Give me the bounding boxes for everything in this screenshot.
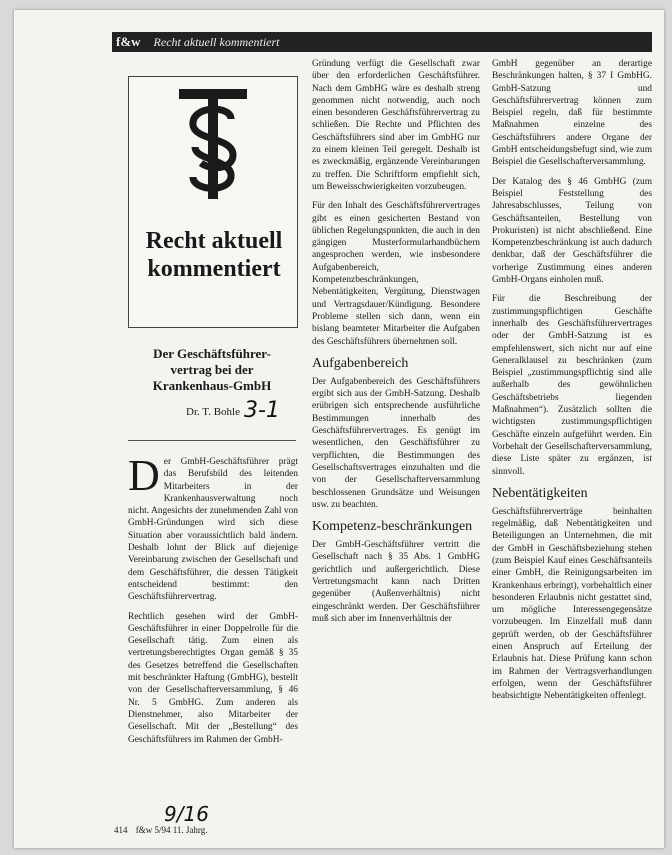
logo-line-2: kommentiert — [147, 256, 281, 282]
article-title: Der Geschäftsführer- vertrag bei der Krankenhaus-GmbH — [152, 346, 272, 393]
column-1: Der GmbH-Geschäftsführer prägt das Berufsbild des leitenden Mitarbeiters in der Krankenhausverwaltung noch nicht. Angesichts der zunehmenden Zahl von GmbH-Gründungen wird sich diese Situation aber voraussichtlich bald ändern. Deshalb lohnt der Blick auf diejenige Vereinbarung zwischen der Gesellschaft und dem Geschäftsführer, die dessen Tätigkeit entscheidend bestimmt: den Geschäftsführervertrag. Rechtlich gesehen wird der GmbH-Geschäftsführer in einer Doppelrolle für die Gesellschaft tätig. Zum einen als vertretungsberechtigtes Organ gemäß § 35 des Gesetzes betreffend die Gesellschaften mit beschränkter Haftung (GmbHG), bestellt von der Gesellschafterversammlung, § 46 Nr. 5 GmbHG. Zum anderen als Dienstnehmer, also Mitarbeiter der Gesellschaft. Mit der „Bestellung“ des Geschäftsführers im Rahmen der GmbH- — [128, 451, 298, 745]
article-author: Dr. T. Bohle — [186, 406, 240, 418]
heading-nebentaetigkeiten: Nebentätigkeiten — [492, 485, 588, 501]
heading-kompetenz: Kompetenz-beschränkungen — [312, 519, 473, 535]
page — [14, 10, 664, 848]
heading-aufgabenbereich: Aufgabenbereich — [312, 355, 409, 371]
handwritten-mark: 3-1 — [244, 398, 280, 423]
dropcap: D — [128, 451, 160, 500]
column-2: Gründung verfügt die Gesellschaft zwar über den erforderlichen Geschäftsführer. Nach dem GmbHG wäre es deshalb streng genommen nicht notwendig, auch noch einen besonderen Geschäftsführervertrag zu schließen. Die Rechte und Pflichten des Geschäftsführers sind aber im GmbHG nur zu einem kleinen Teil geregelt. Deshalb ist es zweckmäßig, ergänzende Vereinbarungen zu treffen. Die Schriftform empfiehlt sich, um Beweisschwierigkeiten vorzubeugen. Für den Inhalt des Geschäftsführervertrages gibt es einen gesicherten Bestand von üblichen Regelungspunkten, die auch in den gängigen Musterformularhandbüchern angesprochen werden, wie insbesondere Aufgabenbereich, Kompetenzbeschränkungen, Nebentätigkeiten, Vergütung, Dienstwagen und Vertragsdauer/Kündigung. Besondere Probleme stellen sich dann, wenn ein bislang beamteter Mitarbeiter die Aufgaben des Geschäftsführers übernehmen soll. Aufgabenbereich Der Aufgabenbereich des Geschäftsführers ergibt sich aus der GmbH-Satzung. Deshalb erübrigen sich entsprechende ausführliche Bestimmungen innerhalb des Geschäftsführervertrages. Es genügt im wesentlichen, den Geschäftsführer zu verpflichten, die Bestimmungen des Gesellschaftsvertrages einzuhalten und die von der Gesellschafterversammlung beschlossenen Grundsätze und Weisungen usw. zu beachten. Kompetenz-beschränkungen Der GmbH-Geschäftsführer vertritt die Gesellschaft nach § 35 Abs. 1 GmbHG gerichtlich und außergerichtlich. Diese Vertretungsmacht kann nach Dritten gegenüber (Außenverhältnis) nicht eingeschränkt werden. Der Geschäftsführer muß sich aber im Innenverhältnis der — [312, 59, 480, 624]
header-bar — [112, 32, 652, 52]
divider — [128, 440, 296, 441]
column-3: GmbH gegenüber an derartige Beschränkungen halten, § 37 I GmbHG. GmbH-Satzung und Geschäftsführervertrag können zum Beispiel regeln, daß für bestimmte Maßnahmen einzelne des Geschäftsführers andere Organe der GmbH entscheidungsbefugt sind, wie zum Beispiel die Gesellschafterversammlung. Der Katalog des § 46 GmbHG (zum Beispiel Feststellung des Jahresabschlusses, Teilung von Geschäftsanteilen, Bestellung von Prokuristen) ist nicht abschließend. Eine Kompetenzbeschränkung ist auch dadurch denkbar, daß der Geschäftsführer die vorherige Zustimmung eines anderen GmbH-Organs einholen muß. Für die Beschreibung der zustimmungspflichtigen Geschäfte innerhalb des Geschäftsführervertrages oder der GmbH-Satzung ist es empfehlenswert, sich nicht nur auf eine Generalklausel zu beschränken (zum Beispiel „zustimmungspflichtig sind alle außerhalb des gewöhnlichen Geschäftsbetriebs liegenden Maßnahmen“). Zusätzlich sollten die wichtigsten zustimmungspflichtigen Geschäfte einzeln aufgeführt werden. Ein Vorbehalt der Gesellschafterversammlung, diese Liste später zu ergänzen, ist sinnvoll. Nebentätigkeiten Geschäftsführerverträge beinhalten regelmäßig, daß Nebentätigkeiten und Beteiligungen an Unternehmen, die mit der GmbH in Geschäftsbeziehung stehen (zum Beispiel Kauf eines Geschäftsanteils einer GmbH, die Reinigungsarbeiten im Krankenhaus erbringt), vorbehaltlich einer besonderen Erlaubnis nicht gestattet sind, um mögliche Interessengegensätze vorzubeugen. Im Einzelfall muß dann geprüft werden, ob der Geschäftsführer einen Anspruch auf Erteilung der Erlaubnis hat. Diese Prüfung kann schon im Rahmen der Vertragsverhandlungen erfolgen, wenn der Geschäftsführer beabsichtigte Nebentätigkeiten offenlegt. — [492, 59, 652, 702]
handwritten-page-mark: 9/16 — [164, 802, 209, 826]
page-number: 414 — [114, 825, 128, 835]
section-title: Recht aktuell kommentiert — [153, 35, 280, 49]
section-logo-box — [128, 76, 298, 328]
logo-line-1: Recht aktuell — [145, 228, 283, 254]
page-footer — [114, 825, 208, 835]
journal-issue: f&w 5/94 11. Jahrg. — [135, 825, 208, 835]
journal-logo: f&w — [116, 34, 141, 49]
paragraph-sign-icon — [173, 85, 253, 205]
